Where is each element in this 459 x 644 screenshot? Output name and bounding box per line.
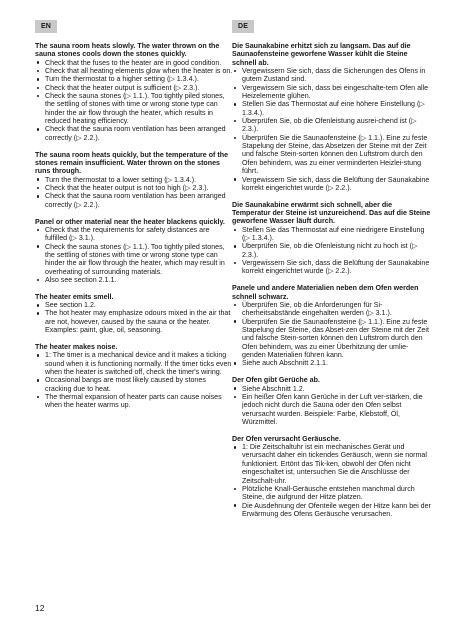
bullet-item: Stellen Sie das Thermostat auf eine niedrigere Einstellung (▷ 1.3.4.). [232, 226, 432, 243]
bullet-item: Siehe Abschnitt 1.2. [232, 385, 432, 393]
section-heading: Die Saunakabine erwärmt sich schnell, aber die Temperatur der Steine ist unzureichend. Das auf die Steine geworfene Wasser läuft durch. [232, 200, 431, 226]
bullet-item: Vergewissern Sie sich, dass die Belüftung der Saunakabine korrekt eingerichtet wurde (▷ 2.2.). [232, 176, 432, 193]
troubleshooting-section [232, 201, 432, 276]
troubleshooting-section [232, 376, 432, 426]
bullet-item: Plötzliche Knall-Geräusche entstehen manchmal durch Steine, die aufgrund der Hitze platzen. [232, 485, 432, 502]
bullet-item: Check the sauna stones (▷ 1.1.). Too tightly piled stones, the settling of stones with time or wrong stone type can hinder the air flow through the heater, which results in reduced heating efficiency. [35, 92, 233, 125]
troubleshooting-section [232, 435, 432, 518]
bullet-list [232, 226, 432, 276]
bullet-item: Turn the thermostat to a higher setting (▷ 1.3.4.). [35, 75, 233, 83]
troubleshooting-section [35, 151, 233, 209]
german-column [232, 42, 432, 527]
bullet-item: Occasional bangs are most likely caused by stones cracking due to heat. [35, 376, 233, 393]
bullet-item: Vergewissern Sie sich, dass die Sicherungen des Ofens in gutem Zustand sind. [232, 67, 432, 84]
troubleshooting-section [232, 42, 432, 192]
section-heading: Panel or other material near the heater blackens quickly. [35, 217, 225, 226]
bullet-item: Turn the thermostat to a lower setting (▷ 1.3.4.). [35, 176, 233, 184]
bullet-item: The hot heater may emphasize odours mixed in the air that are not, however, caused by the sauna or the heater. Examples: paint, glue, oil, seasoning. [35, 309, 233, 334]
troubleshooting-section [232, 284, 432, 367]
bullet-item: Die Ausdehnung der Ofenteile wegen der Hitze kann bei der Erwärmung des Ofens Geräusche verursachen. [232, 502, 432, 519]
bullet-item: Check the sauna stones (▷ 1.1.). Too tightly piled stones, the settling of stones with time or wrong stone type can hinder the air flow through the heater, which may result in overheating of surrounding materials. [35, 243, 233, 276]
bullet-item: Check that the requirements for safety distances are fulfilled (▷ 3.1.). [35, 226, 233, 243]
bullet-item: Stellen Sie das Thermostat auf eine höhere Einstellung (▷ 1.3.4.). [232, 100, 432, 117]
bullet-list [232, 385, 432, 427]
bullet-list [35, 351, 233, 409]
bullet-item: Check that all heating elements glow when the heater is on. [35, 67, 233, 75]
bullet-item: 1: The timer is a mechanical device and it makes a ticking sound when it is functioning normally. If the timer ticks even when the heater is switched off, check the timer's wiring. [35, 351, 233, 376]
section-heading: The heater makes noise. [35, 343, 118, 351]
troubleshooting-section [35, 343, 233, 410]
page-number: 12 [35, 603, 45, 613]
bullet-item: Siehe auch Abschnitt 2.1.1. [232, 359, 432, 367]
bullet-item: Vergewissern Sie sich, dass die Belüftung der Saunakabine korrekt eingerichtet wurde (▷ 2.2.). [232, 259, 432, 276]
troubleshooting-section [35, 293, 233, 335]
bullet-item: Also see section 2.1.1. [35, 276, 233, 284]
bullet-list [35, 59, 233, 142]
bullet-list [232, 67, 432, 192]
bullet-list [232, 301, 432, 368]
section-heading: The sauna room heats slowly. The water thrown on the sauna stones cools down the stones quickly. [35, 42, 220, 59]
bullet-item: 1: Die Zeitschaltuhr ist ein mechanisches Gerät und verursacht daher ein tickendes Geräusch, wenn sie normal funktioniert. Ertönt das Tik-ken, obwohl der Ofen nicht eingeschaltet ist, untersuchen Sie die Anschlüsse der Zeitschalt-uhr. [232, 443, 432, 485]
bullet-item: Check that the heater output is not too high (▷ 2.3.). [35, 184, 233, 192]
bullet-item: Check that the sauna room ventilation has been arranged correctly (▷ 2.2.). [35, 125, 233, 142]
bullet-list [35, 226, 233, 284]
bullet-item: Überprüfen Sie, ob die Ofenleistung nicht zu hoch ist (▷ 2.3.). [232, 242, 432, 259]
bullet-item: Überprüfen Sie die Saunaofensteine (▷ 1.1.). Eine zu feste Stapelung der Steine, das Abset-zen der Steine mit der Zeit und falsche Stein-sorten können den Luftstrom durch den Ofen behindern, was zu einer Überhitzung der umlie-genden Materialien führen kann. [232, 318, 432, 360]
bullet-item: Check that the heater output is sufficient (▷ 2.3.). [35, 84, 233, 92]
bullet-item: Check that the fuses to the heater are in good condition. [35, 59, 233, 67]
language-tab-de: DE [232, 20, 254, 33]
section-heading: Panele und andere Materialien neben dem Ofen werden schnell schwarz. [232, 284, 419, 301]
bullet-item: Überprüfen Sie die Saunaofensteine (▷ 1.1.). Eine zu feste Stapelung der Steine, das Absetzen der Steine mit der Zeit und falsche Stein-sorten können den Luftstrom durch den Ofen behindern, was zu einer verminderten Heizlei-stung führt. [232, 134, 432, 176]
bullet-list [35, 301, 233, 334]
section-heading: Der Ofen gibt Gerüche ab. [232, 376, 320, 385]
section-heading: Der Ofen verursacht Geräusche. [232, 434, 341, 443]
bullet-item: Check that the sauna room ventilation has been arranged correctly (▷ 2.2.). [35, 192, 233, 209]
bullet-item: Vergewissern Sie sich, dass bei eingeschalte-tem Ofen alle Heizelemente glühen. [232, 84, 432, 101]
bullet-list [35, 176, 233, 209]
bullet-item: The thermal expansion of heater parts can cause noises when the heater warms up. [35, 393, 233, 410]
bullet-list [232, 443, 432, 518]
english-column [35, 42, 233, 418]
bullet-item: Überprüfen Sie, ob die Ofenleistung ausrei-chend ist (▷ 2.3.). [232, 117, 432, 134]
section-heading: Die Saunakabine erhitzt sich zu langsam. Das auf die Saunaofensteine geworfene Wasser kühlt die Steine schnell ab. [232, 42, 411, 67]
language-tab-en: EN [35, 20, 57, 33]
bullet-item: Überprüfen Sie, ob die Anforderungen für Si-cherheitsabstände eingehalten werden (▷ 3.1.). [232, 301, 432, 318]
bullet-item: Ein heißer Ofen kann Gerüche in der Luft ver-stärken, die jedoch nicht durch die Sauna oder den Ofen selbst verursacht wurden. Beispiele: Farbe, Klebstoff, Öl, Würzmittel. [232, 393, 432, 426]
bullet-item: See section 1.2. [35, 301, 233, 309]
troubleshooting-section [35, 42, 233, 142]
troubleshooting-section [35, 218, 233, 285]
section-heading: The heater emits smell. [35, 292, 114, 301]
section-heading: The sauna room heats quickly, but the temperature of the stones remain insufficient. Water thrown on the stones runs through. [35, 150, 229, 176]
